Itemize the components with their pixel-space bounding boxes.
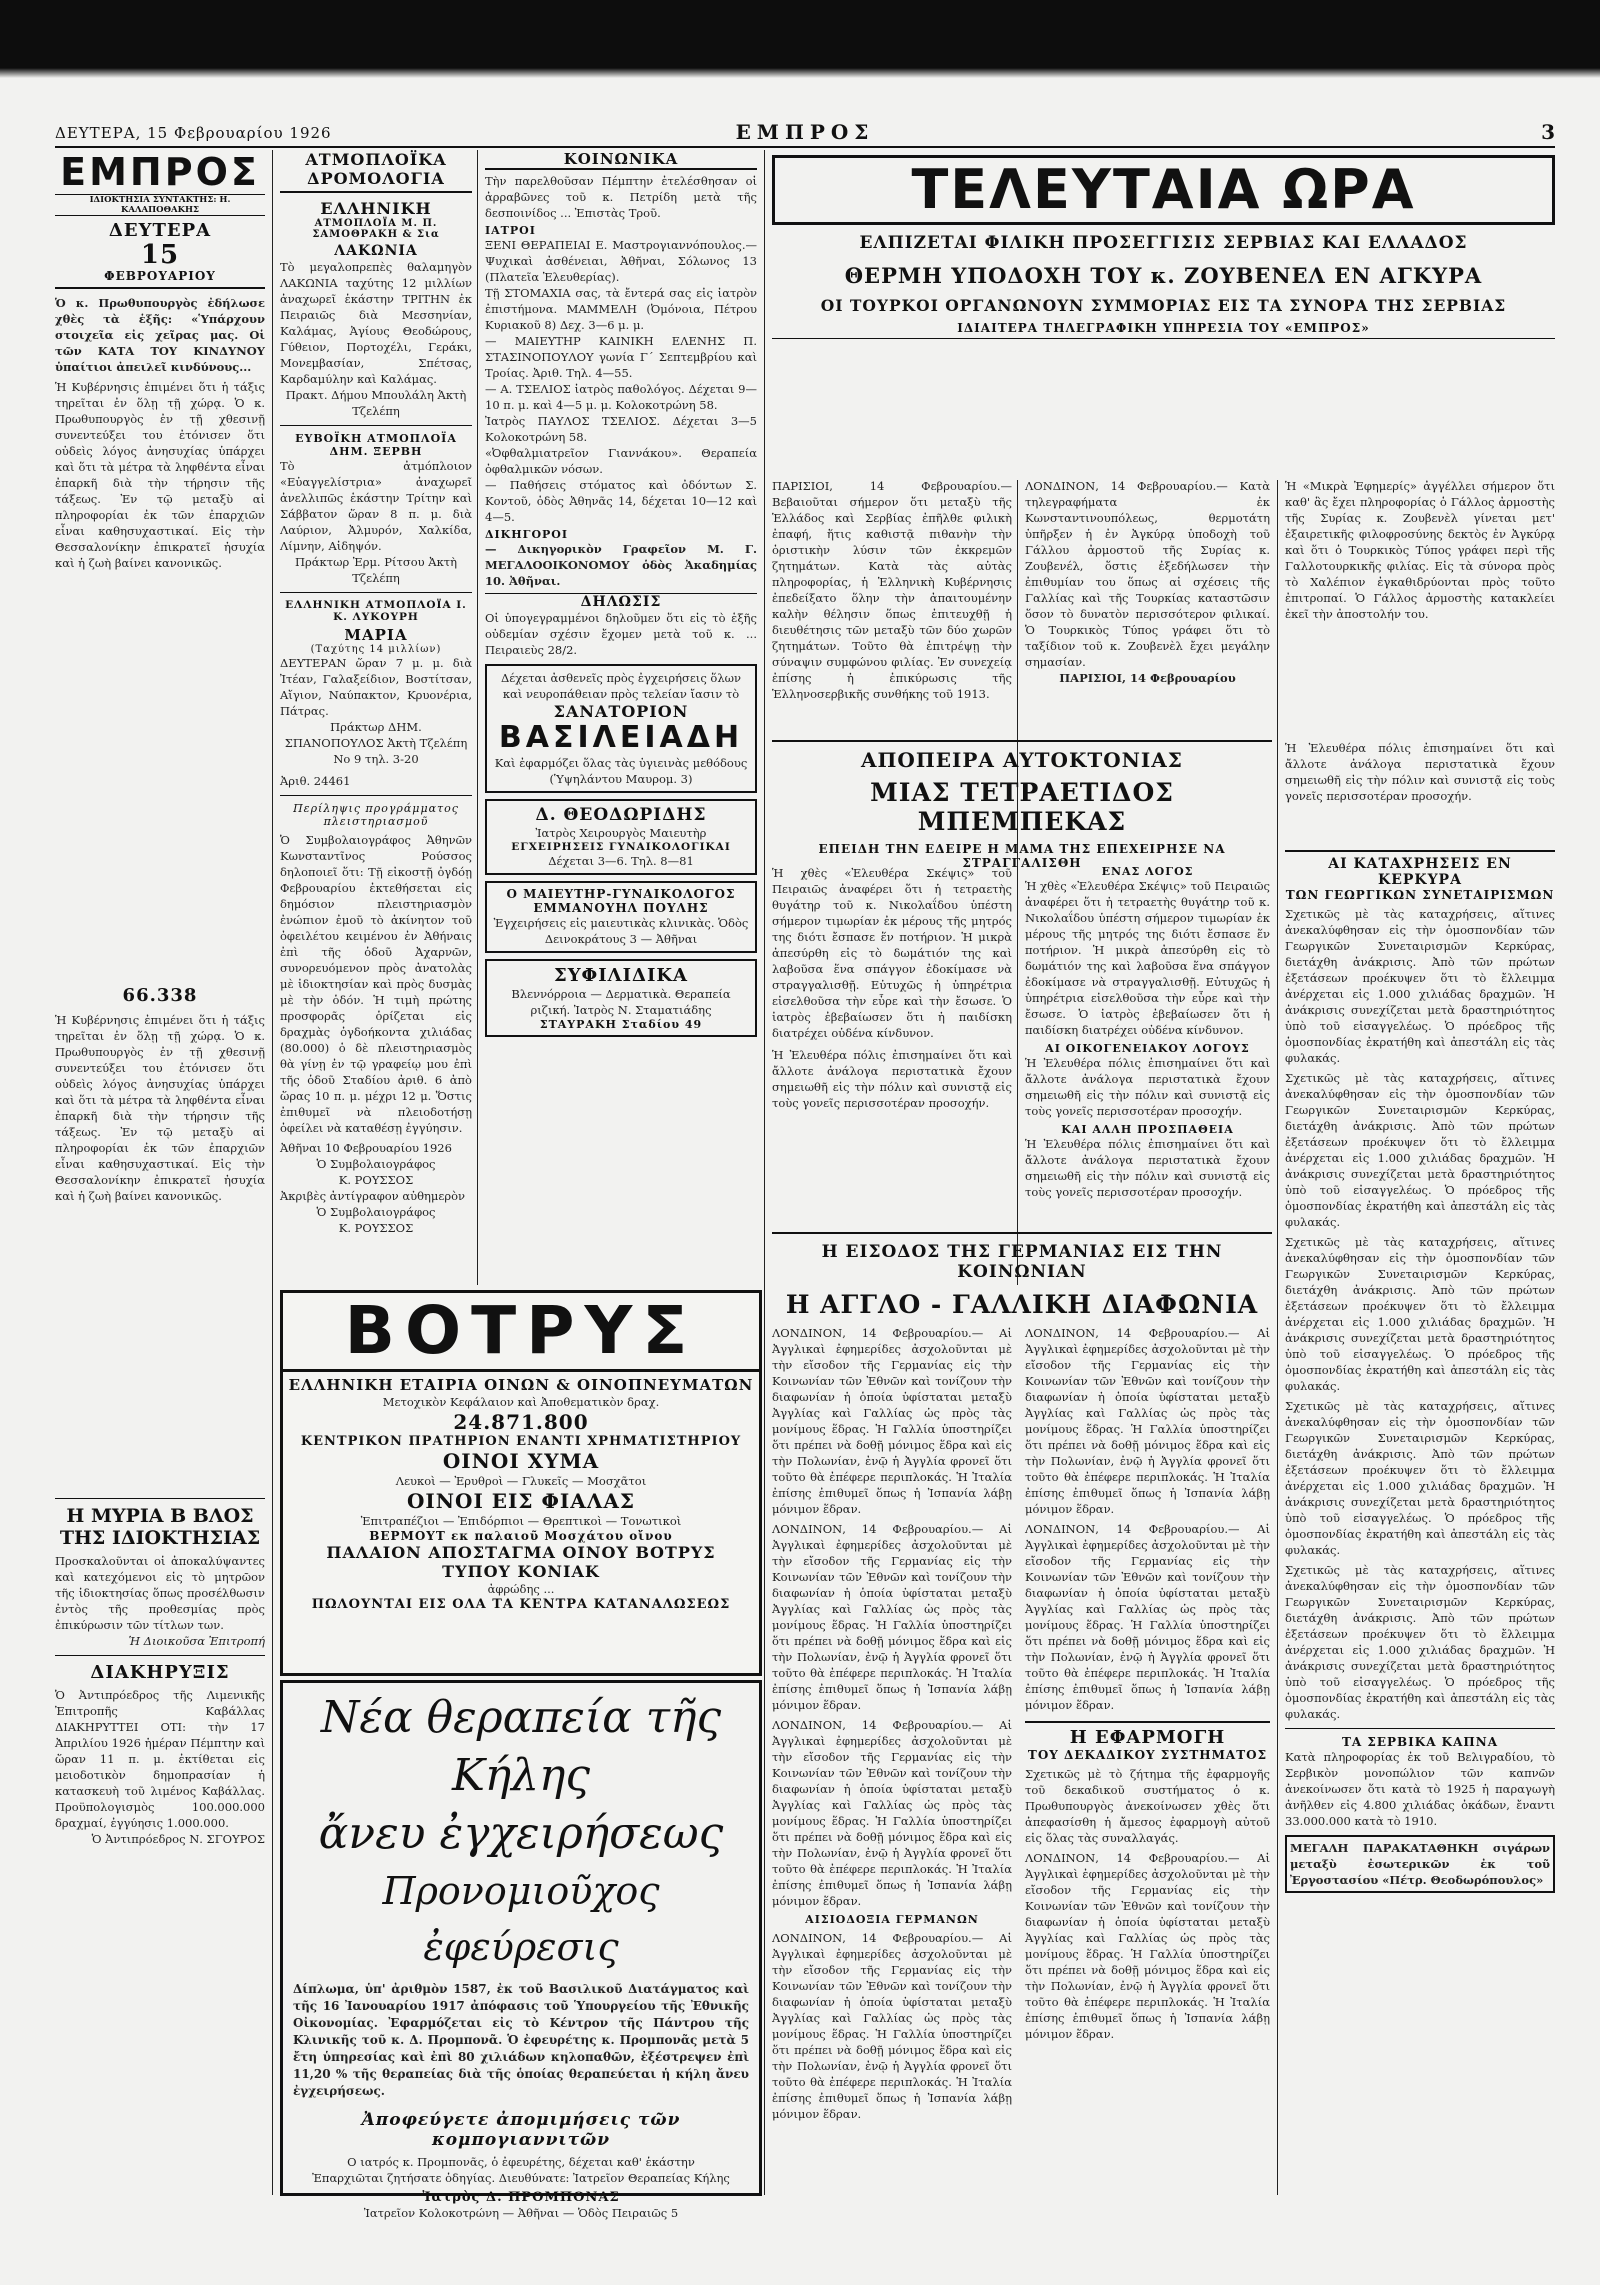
story-germany-body-c: ΛΟΝΔΙΝΟΝ, 14 Φεβρουαρίου.— Αἱ Ἀγγλικαὶ ἐφημερίδες ἀσχολοῦνται μὲ τὴν εἴσοδον τῆς Γερμανίας εἰς τὴν Κοινωνίαν τῶν Ἐθνῶν καὶ τονίζουν τὴν διαφωνίαν ἡ ὁποία ὑφίσταται μεταξὺ Ἀγγλίας καὶ Γαλλίας ὡς πρὸς τὰς μονίμους ἕδρας. Ἡ Γαλλία ὑποστηρίζει ὅτι πρέπει νὰ δοθῇ μόνιμος ἕδρα καὶ εἰς τὴν Πολωνίαν, ἐνῷ ἡ Ἀγγλία φρονεῖ ὅτι τοῦτο θὰ ἐπέφερε περιπλοκάς. Ἡ Ἰταλία ἐπίσης ἐπιθυμεῖ ὅπως ἡ Ἰσπανία λάβῃ μόνιμον ἕδραν. (772, 1718, 1012, 1908)
declaration-title: ΔΗΛΩΣΙΣ (485, 593, 757, 610)
story-germany-body-f: ΛΟΝΔΙΝΟΝ, 14 Φεβρουαρίου.— Αἱ Ἀγγλικαὶ ἐφημερίδες ἀσχολοῦνται μὲ τὴν εἴσοδον τῆς Γερμανίας εἰς τὴν Κοινωνίαν τῶν Ἐθνῶν καὶ τονίζουν τὴν διαφωνίαν ἡ ὁποία ὑφίσταται μεταξὺ Ἀγγλίας καὶ Γαλλίας ὡς πρὸς τὰς μονίμους ἕδρας. Ἡ Γαλλία ὑποστηρίζει ὅτι πρέπει νὰ δοθῇ μόνιμος ἕδρα καὶ εἰς τὴν Πολωνίαν, ἐνῷ ἡ Ἀγγλία φρονεῖ ὅτι τοῦτο θὰ ἐπέφερε περιπλοκάς. Ἡ Ἰταλία ἐπίσης ἐπιθυμεῖ ὅπως ἡ Ἰσπανία λάβῃ μόνιμον ἕδραν. (1025, 1522, 1270, 1712)
banner-title-box (772, 155, 1555, 225)
story-corfu-body: Σχετικῶς μὲ τὰς καταχρήσεις, αἵτινες ἀνεκαλύφθησαν εἰς τὴν ὁμοσπονδίαν τῶν Γεωργικῶν Συνεταιρισμῶν Κερκύρας, διετάχθη ἀνάκρισις. Ἀπὸ τῶν πρώτων ἐξετάσεων προέκυψεν ὅτι τὸ ἔλλειμμα ἀνέρχεται εἰς 1.000 χιλιάδας δραχμῶν. Ἡ ἀνάκρισις συνεχίζεται μετὰ δραστηριότητος ὑπὸ τοῦ εἰσαγγελέως. Ὁ πρόεδρος τῆς ὁμοσπονδίας ἐκρατήθη καὶ ἀπεστάλη εἰς τὰς φυλακάς. (1285, 907, 1555, 1065)
hernia-sign: Ἰατρὸς Δ. ΠΡΟΜΠΟΝΑΣ (422, 2190, 620, 2205)
story-germany-body-d: ΛΟΝΔΙΝΟΝ, 14 Φεβρουαρίου.— Αἱ Ἀγγλικαὶ ἐφημερίδες ἀσχολοῦνται μὲ τὴν εἴσοδον τῆς Γερμανίας εἰς τὴν Κοινωνίαν τῶν Ἐθνῶν καὶ τονίζουν τὴν διαφωνίαν ἡ ὁποία ὑφίσταται μεταξὺ Ἀγγλίας καὶ Γαλλίας ὡς πρὸς τὰς μονίμους ἕδρας. Ἡ Γαλλία ὑποστηρίζει ὅτι πρέπει νὰ δοθῇ μόνιμος ἕδρα καὶ εἰς τὴν Πολωνίαν, ἐνῷ ἡ Ἀγγλία φρονεῖ ὅτι τοῦτο θὰ ἐπέφερε περιπλοκάς. Ἡ Ἰταλία ἐπίσης ἐπιθυμεῖ ὅπως ἡ Ἰσπανία λάβῃ μόνιμον ἕδραν. (772, 1931, 1012, 2121)
auction-sign3: Ἀκριβὲς ἀντίγραφον αὐθημερὸν (280, 1189, 466, 1203)
story-corfu-body-b: Σχετικῶς μὲ τὰς καταχρήσεις, αἵτινες ἀνεκαλύφθησαν εἰς τὴν ὁμοσπονδίαν τῶν Γεωργικῶν Συνεταιρισμῶν Κερκύρας, διετάχθη ἀνάκρισις. Ἀπὸ τῶν πρώτων ἐξετάσεων προέκυψεν ὅτι τὸ ἔλλειμμα ἀνέρχεται εἰς 1.000 χιλιάδας δραχμῶν. Ἡ ἀνάκρισις συνεχίζεται μετὰ δραστηριότητος ὑπὸ τοῦ εἰσαγγελέως. Ὁ πρόεδρος τῆς ὁμοσπονδίας ἐκρατήθη καὶ ἀπεστάλη εἰς τὰς φυλακάς. (1285, 1071, 1555, 1229)
botrys-l9: ΒΕΡΜΟΥΤ εκ παλαιοῦ Μοσχάτου οἴνου (369, 1529, 673, 1543)
story-suicide-sub4: ΚΑΙ ΑΛΛΗ ΠΡΟΣΠΑΘΕΙΑ (1061, 1123, 1234, 1136)
story-germany-body: ΛΟΝΔΙΝΟΝ, 14 Φεβρουαρίου.— Αἱ Ἀγγλικαὶ ἐφημερίδες ἀσχολοῦνται μὲ τὴν εἴσοδον τῆς Γερμανίας εἰς τὴν Κοινωνίαν τῶν Ἐθνῶν καὶ τονίζουν τὴν διαφωνίαν ἡ ὁποία ὑφίσταται μεταξὺ Ἀγγλίας καὶ Γαλλίας ὡς πρὸς τὰς μονίμους ἕδρας. Ἡ Γαλλία ὑποστηρίζει ὅτι πρέπει νὰ δοθῇ μόνιμος ἕδρα καὶ εἰς τὴν Πολωνίαν, ἐνῷ ἡ Ἀγγλία φρονεῖ ὅτι τοῦτο θὰ ἐπέφερε περιπλοκάς. Ἡ Ἰταλία ἐπίσης ἐπιθυμεῖ ὅπως ἡ Ἰσπανία λάβῃ μόνιμον ἕδραν. (772, 1326, 1012, 1516)
decimal-sub: ΤΟΥ ΔΕΚΑΔΙΚΟΥ ΣΥΣΤΗΜΑΤΟΣ (1027, 1748, 1268, 1762)
story-suicide-head (772, 740, 1272, 870)
ship3-name: ΜΑΡΙΑ (344, 626, 408, 644)
poulis-l3: Ἐγχειρήσεις εἰς μαιευτικὰς κλινικὰς. Ὁδὸς Δεινοκράτους 3 — Ἀθῆναι (493, 916, 749, 946)
shipping-sub1b: ΑΤΜΟΠΛΟΪΑ Μ. Π. ΣΑΜΟΘΡΑΚΗ & Σια (312, 218, 440, 240)
auction-body: Ὁ Συμβολαιογράφος Ἀθηνῶν Κωνσταντῖνος Ρούσσος δηλοποιεῖ ὅτι: Τῇ εἰκοστῇ ὀγδόῃ Φεβρουαρίου ἐκτεθήσεται εἰς δημόσιον πλειστηριασμὸν ἐνώπιον ἐμοῦ τὸ ἀκίνητον τοῦ ὀφειλέτου κειμένου ἐν Ἀθήναις ἐπὶ τῆς ὁδοῦ Ἀχαρνῶν, συνορευόμενον πρὸς ἀνατολὰς μὲ ἰδιοκτησίαν καὶ πρὸς δυσμὰς μὲ τὴν ὁδόν. Ἡ τιμὴ πρώτης προσφορᾶς ὁρίζεται εἰς δραχμὰς ὀγδοήκοντα χιλιάδας (80.000) ὁ δὲ πλειστηριασμὸς θὰ γίνῃ ἐν τῷ γραφείῳ μου ἐπὶ τῆς ὁδοῦ Σταδίου ἀριθ. 6 ἀπὸ ὥρας 10 π. μ. μέχρι 12 μ. Ὅστις ἐπιθυμεῖ νὰ πλειοδοτήσῃ ὀφείλει νὰ καταθέσῃ ἐγγύησιν. (280, 833, 472, 1135)
syphilis-title: ΣΥΦΙΛΙΔΙΚΑ (553, 965, 689, 986)
running-head (55, 120, 1555, 148)
hernia-l3: Προνομιοῦχος ἐφεύρεσις (382, 1869, 660, 1969)
column-rule (1017, 480, 1018, 1285)
story-suicide-sub3: ΑΙ ΟΙΚΟΓΕΝΕΙΑΚΟΥ ΛΟΓΟΥΣ (1045, 1042, 1250, 1055)
story-germany-title2: Η ΑΓΓΛΟ - ΓΑΛΛΙΚΗ ΔΙΑΦΩΝΙΑ (785, 1290, 1259, 1319)
sanatorium-ad (485, 664, 757, 793)
story-corfu (1285, 740, 1555, 2195)
lead-body-continued: Ἡ Κυβέρνησις ἐπιμένει ὅτι ἡ τάξις τηρεῖται ἐν ὅλῃ τῇ χώρᾳ. Ὁ κ. Πρωθυπουργὸς ἐν τῇ χθεσινῇ συνεντεύξει του ἐτόνισεν ὅτι οὐδεὶς λόγος ἀνησυχίας ὑπάρχει καὶ ὅτι τὰ μέτρα τὰ ληφθέντα εἶναι ἐπαρκῆ διὰ τὴν τήρησιν τῆς τάξεως. Ἐν τῷ μεταξὺ αἱ πληροφορίαι ἐκ τῶν ἐπαρχιῶν εἶναι καθησυχαστικαί. Εἰς τὴν Θεσσαλονίκην ἐπικρατεῖ ἡσυχία καὶ ἡ ζωὴ βαίνει κανονικῶς. (55, 1013, 265, 1203)
hernia-l5: Ο ιατρός κ. Προμπονᾶς, ὁ ἐφευρέτης, δέχεται καθ' ἑκάστην (347, 2155, 695, 2169)
banner-col3: Ἡ «Μικρὰ Ἐφημερίς» ἀγγέλλει σήμερον ὅτι καθ' ἃς ἔχει πληροφορίας ὁ Γάλλος ἀρμοστὴς τῆς Συρίας κ. Ζουβενὲλ γίνεται μετ' ἐξαιρετικῆς φιλοφροσύνης δεκτὸς ἐν Ἀγκύρᾳ καὶ ὅτι ὁ Τουρκικὸς Τύπος γράφει περὶ τῆς Γαλλοτουρκικῆς φιλίας. Εἰς τὰ σύνορα πρὸς τὸ Χαλέπιον ἐγκαθιδρύονται πρὸς τοῦτο ἐπιτροπαί. Ὁ Γάλλος ἀρμοστὴς κατακλείει ἐκεῖ τὴν ἀποστολήν του. (1285, 479, 1555, 621)
highlight-number: 66.338 (122, 985, 198, 1006)
page-number: 3 (1541, 120, 1555, 144)
ship2-agent: Πράκτωρ Ἐρμ. Ρίτσου Ἀκτὴ Τζελέπη (294, 555, 458, 585)
auction-place: Ἀθῆναι 10 Φεβρουαρίου 1926 (280, 1141, 452, 1155)
banner-title: ΤΕΛΕΥΤΑΙΑ ΩΡΑ (911, 158, 1416, 221)
banner-col2-sign: ΠΑΡΙΣΙΟΙ, 14 Φεβρουαρίου (1059, 671, 1236, 685)
section-sign-property: Ἡ Διοικοῦσα Ἐπιτροπή (128, 1634, 265, 1648)
lead-body: Ἡ Κυβέρνησις ἐπιμένει ὅτι ἡ τάξις τηρεῖται ἐν ὅλῃ τῇ χώρᾳ. Ὁ κ. Πρωθυπουργὸς ἐν τῇ χθεσινῇ συνεντεύξει του ἐτόνισεν ὅτι οὐδεὶς λόγος ἀνησυχίας ὑπάρχει καὶ ὅτι τὰ μέτρα τὰ ληφθέντα εἶναι ἐπαρκῆ διὰ τὴν τήρησιν τῆς τάξεως. Ἐν τῷ μεταξὺ αἱ πληροφορίαι ἐκ τῶν ἐπαρχιῶν εἶναι καθησυχαστικαί. Εἰς τὴν Θεσσαλονίκην ἐπικρατεῖ ἡσυχία καὶ ἡ ζωὴ βαίνει κανονικῶς. (55, 380, 265, 570)
column-rule (1277, 480, 1278, 2195)
column-3 (485, 150, 757, 1275)
theodoridis-l1: Ἰατρὸς Χειρουργὸς Μαιευτὴρ (535, 826, 707, 840)
hernia-addr: Ἰατρεῖον Κολοκοτρώνη — Ἀθῆναι — Ὁδὸς Πειραιῶς 5 (363, 2206, 679, 2220)
story-suicide-body-d: Ἡ Ἐλευθέρα πόλις ἐπισημαίνει ὅτι καὶ ἄλλοτε ἀνάλογα περιστατικὰ ἔχουν σημειωθῆ εἰς τὴν πόλιν καὶ συνιστᾷ εἰς τοὺς γονεῖς περισσοτέραν προσοχήν. (1025, 1137, 1270, 1199)
doctor-7: — Παθήσεις στόματος καὶ ὀδόντων Σ. Κοντοῦ, ὁδὸς Ἀθηνᾶς 14, δέχεται 10—12 καὶ 4—5. (485, 478, 757, 524)
story-germany-sign: ΑΙΣΙΟΔΟΞΙΑ ΓΕΡΜΑΝΩΝ (805, 1913, 979, 1926)
social-title: ΚΟΙΝΩΝΙΚΑ (485, 150, 757, 170)
decimal-title: Η ΕΦΑΡΜΟΓΗ (1025, 1721, 1270, 1748)
divider (280, 592, 472, 593)
auction-sign4: Ὁ Συμβολαιογράφος (316, 1205, 436, 1219)
theodoridis-l2: ΕΓΧΕΙΡΗΣΕΙΣ ΓΥΝΑΙΚΟΛΟΓΙΚΑΙ (511, 841, 731, 853)
banner-story (772, 155, 1555, 475)
serbian-tobacco-body: Κατὰ πληροφορίας ἐκ τοῦ Βελιγραδίου, τὸ Σερβικὸν μονοπώλιον τῶν καπνῶν ἀνεκοίνωσεν ὅτι κατὰ τὸ 1925 ἡ παραγωγὴ ἀνῆλθεν εἰς 4.800 χιλιάδας ὀκάδων, ἔναντι 33.000.000 κατὰ τὸ 1910. (1285, 1750, 1555, 1828)
declaration-body: Οἱ ὑπογεγραμμένοι δηλοῦμεν ὅτι εἰς τὸ ἑξῆς οὐδεμίαν σχέσιν ἔχομεν μετὰ τοῦ κ. ... Πειραιεὺς 28/2. (485, 611, 757, 657)
issue-date: ΔΕΥΤΕΡΑ, 15 Φεβρουαρίου 1926 (55, 124, 332, 142)
botrys-l1: ΕΛΛΗΝΙΚΗ ΕΤΑΙΡΙΑ ΟΙΝΩΝ & ΟΙΝΟΠΝΕΥΜΑΤΩΝ (288, 1376, 754, 1394)
story-suicide-body: Ἡ χθὲς «Ἐλευθέρα Σκέψις» τοῦ Πειραιῶς ἀναφέρει ὅτι ἡ τετραετὴς θυγάτηρ τοῦ κ. Νικολαΐδου ὑπέστη σήμερον τιμωρίαν ἐκ μέρους τῆς μητρός της διότι ἔσπασε ἕν ποτήριον. Ἡ μικρὰ ἀπεσύρθη εἰς τὸ δωμάτιόν της καὶ λαβοῦσα ἕνα σπάγγον ἐδοκίμασε νὰ στραγγαλισθῇ. Εὐτυχῶς ἡ ὑπηρέτρια εἰσελθοῦσα τὴν εὗρε καὶ τὴν ἔσωσε. Ὁ ἰατρὸς ἐβεβαίωσεν ὅτι ἡ παιδίσκη διατρέχει οὐδένα κίνδυνον. (772, 866, 1012, 1040)
poulis-ad (485, 881, 757, 953)
ship1-name: ΛΑΚΩΝΙΑ (334, 243, 418, 259)
divider (1285, 1728, 1555, 1729)
botrys-ad (280, 1290, 762, 1676)
lawyer-1: — Δικηγορικὸν Γραφεῖον Μ. Γ. ΜΕΓΑΛΟΟΙΚΟΝΟΜΟΥ ὁδὸς Ἀκαδημίας 10. Ἀθῆναι. (485, 542, 757, 588)
section-body-property: Προσκαλοῦνται οἱ ἀποκαλύψαντες καὶ κατεχόμενοι εἰς τὸ μητρῶον τῆς ἰδιοκτησίας ὅπως προσέλθωσιν ἐντὸς τῆς προθεσμίας πρὸς ἐπικύρωσιν τῶν τίτλων των. (55, 1554, 265, 1632)
shipping-sub3: ΕΛΛΗΝΙΚΗ ΑΤΜΟΠΛΟΪΑ Ι. Κ. ΛΥΚΟΥΡΗ (285, 599, 467, 623)
shipping-sub1: ΕΛΛΗΝΙΚΗ (320, 199, 432, 218)
story-germany-body-b: ΛΟΝΔΙΝΟΝ, 14 Φεβρουαρίου.— Αἱ Ἀγγλικαὶ ἐφημερίδες ἀσχολοῦνται μὲ τὴν εἴσοδον τῆς Γερμανίας εἰς τὴν Κοινωνίαν τῶν Ἐθνῶν καὶ τονίζουν τὴν διαφωνίαν ἡ ὁποία ὑφίσταται μεταξὺ Ἀγγλίας καὶ Γαλλίας ὡς πρὸς τὰς μονίμους ἕδρας. Ἡ Γαλλία ὑποστηρίζει ὅτι πρέπει νὰ δοθῇ μόνιμος ἕδρα καὶ εἰς τὴν Πολωνίαν, ἐνῷ ἡ Ἀγγλία φρονεῖ ὅτι τοῦτο θὰ ἐπέφερε περιπλοκάς. Ἡ Ἰταλία ἐπίσης ἐπιθυμεῖ ὅπως ἡ Ἰσπανία λάβῃ μόνιμον ἕδραν. (772, 1522, 1012, 1712)
story-suicide-col1 (772, 865, 1012, 1225)
theodoridis-l3: Δέχεται 3—6. Τηλ. 8—81 (548, 854, 694, 868)
doctor-2: Τῇ ΣΤΟΜΑΧΙΑ σας, τὰ ἔντερά σας εἰς ἰατρὸν ἐπιστήμονα. ΜΑΜΜΕΛΗ (Ὀμόνοια, Πέτρου Κυριακοῦ 8) Δεχ. 3—6 μ. μ. (485, 286, 757, 332)
sanatorium-name1: ΣΑΝΑΤΟΡΙΟΝ (553, 702, 689, 721)
banner-col2-text: ΛΟΝΔΙΝΟΝ, 14 Φεβρουαρίου.— Κατὰ τηλεγραφήματα ἐκ Κωνσταντινουπόλεως, θερμοτάτη ὑπῆρξεν ἡ ἐν Ἀγκύρᾳ ὑποδοχὴ τοῦ Γάλλου ἀρμοστοῦ τῆς Συρίας κ. Ζουβενέλ, ὅστις ἐξεδήλωσεν τὴν ἐπιθυμίαν του ὅπως αἱ σχέσεις τῆς Γαλλίας καὶ τῆς Τουρκίας καταστῶσιν ὅσον τὸ δυνατὸν περισσότερον φιλικαί. Ὁ Τουρκικὸς Τύπος γράφει ὅτι τὸ ταξίδιον τοῦ κ. Ζουβενὲλ ἔχει μεγάλην σημασίαν. (1025, 479, 1270, 669)
sanatorium-tail: Καὶ ἐφαρμόζει ὅλας τὰς ὑγιεινὰς μεθόδους (Ὑψηλάντου Μαυρομ. 3) (494, 756, 748, 786)
syphilis-ad (485, 959, 757, 1037)
botrys-l7: ΟΙΝΟΙ ΕΙΣ ΦΙΑΛΑΣ (407, 1489, 635, 1513)
theodoridis-name: Δ. ΘΕΟΔΩΡΙΔΗΣ (535, 805, 707, 825)
day-name: ΔΕΥΤΕΡΑ (108, 220, 212, 241)
doctor-3: — ΜΑΙΕΥΤΗΡ ΚΑΙΝΙΚΗ ΕΛΕΝΗΣ Π. ΣΤΑΣΙΝΟΠΟΥΛΟΥ γωνία Γ΄ Σεπτεμβρίου καὶ Τροίας. Ἀριθ. Τηλ. 4—55. (485, 334, 757, 380)
tobacco-ad: ΜΕΓΑΛΗ ΠΑΡΑΚΑΤΑΘΗΚΗ σιγάρων μεταξὺ ἐσωτερικῶν ἐκ τοῦ Ἐργοστασίου «Πέτρ. Θεοδωρόπουλος» (1285, 1835, 1555, 1893)
month-name: ΦΕΒΡΟΥΑΡΙΟΥ (104, 269, 216, 283)
story-corfu-body-d: Σχετικῶς μὲ τὰς καταχρήσεις, αἵτινες ἀνεκαλύφθησαν εἰς τὴν ὁμοσπονδίαν τῶν Γεωργικῶν Συνεταιρισμῶν Κερκύρας, διετάχθη ἀνάκρισις. Ἀπὸ τῶν πρώτων ἐξετάσεων προέκυψεν ὅτι τὸ ἔλλειμμα ἀνέρχεται εἰς 1.000 χιλιάδας δραχμῶν. Ἡ ἀνάκρισις συνεχίζεται μετὰ δραστηριότητος ὑπὸ τοῦ εἰσαγγελέως. Ὁ πρόεδρος τῆς ὁμοσπονδίας ἐκρατήθη καὶ ἀπεστάλη εἰς τὰς φυλακάς. (1285, 1399, 1555, 1557)
botrys-l12: ἀφρώδης ... (487, 1582, 555, 1596)
notice-code: Ἀριθ. 24461 (280, 774, 351, 788)
section-title-declaration: ΔΙΑΚΗΡΥΞΙΣ (90, 1662, 230, 1683)
poulis-l2: ΕΜΜΑΝΟΥΗΛ ΠΟΥΛΗΣ (533, 901, 709, 915)
shipping-sub2: ΕΥΒΟΪΚΗ ΑΤΜΟΠΛΟΪΑ ΔΗΜ. ΞΕΡΒΗ (295, 432, 457, 458)
hernia-l4: Ἀποφεύγετε ἀπομιμήσεις τῶν κομπογιαννιτῶν (361, 2110, 681, 2150)
divider (280, 795, 472, 796)
auction-sign5: Κ. ΡΟΥΣΣΟΣ (338, 1221, 414, 1235)
doctor-4: — Α. ΤΣΕΛΙΟΣ ἰατρὸς παθολόγος. Δέχεται 9—10 π. μ. καὶ 4—5 μ. μ. Κολοκοτρώνη 58. (485, 382, 757, 412)
scan-top-band (0, 0, 1600, 70)
divider (55, 1655, 265, 1656)
story-corfu-title: ΑΙ ΚΑΤΑΧΡΗΣΕΙΣ ΕΝ ΚΕΡΚΥΡΑ (1285, 850, 1555, 888)
decimal-body-b: ΛΟΝΔΙΝΟΝ, 14 Φεβρουαρίου.— Αἱ Ἀγγλικαὶ ἐφημερίδες ἀσχολοῦνται μὲ τὴν εἴσοδον τῆς Γερμανίας εἰς τὴν Κοινωνίαν τῶν Ἐθνῶν καὶ τονίζουν τὴν διαφωνίαν ἡ ὁποία ὑφίσταται μεταξὺ Ἀγγλίας καὶ Γαλλίας ὡς πρὸς τὰς μονίμους ἕδρας. Ἡ Γαλλία ὑποστηρίζει ὅτι πρέπει νὰ δοθῇ μόνιμος ἕδρα καὶ εἰς τὴν Πολωνίαν, ἐνῷ ἡ Ἀγγλία φρονεῖ ὅτι τοῦτο θὰ ἐπέφερε περιπλοκάς. Ἡ Ἰταλία ἐπίσης ἐπιθυμεῖ ὅπως ἡ Ἰσπανία λάβῃ μόνιμον ἕδραν. (1025, 1851, 1270, 2041)
day-number: 15 (140, 240, 180, 270)
banner-h3: ΟΙ ΤΟΥΡΚΟΙ ΟΡΓΑΝΩΝΟΥΝ ΣΥΜΜΟΡΙΑΣ ΕΙΣ ΤΑ ΣΥΝΟΡΑ ΤΗΣ ΣΕΡΒΙΑΣ (820, 296, 1507, 315)
botrys-l4: ΚΕΝΤΡΙΚΟΝ ΠΡΑΤΗΡΙΟΝ ΕΝΑΝΤΙ ΧΡΗΜΑΤΙΣΤΗΡΙΟΥ (300, 1434, 742, 1449)
story-suicide-sub: ΜΙΑΣ ΤΕΤΡΑΕΤΙΔΟΣ ΜΠΕΜΠΕΚΑΣ (870, 778, 1174, 836)
theodoridis-ad (485, 799, 757, 875)
doctor-1: ΞΕΝΙ ΘΕΡΑΠΕΙΑΙ Ε. Μαστρογιαννόπουλος.— Ψυχικαὶ ἀσθένειαι, Ἀθῆναι, Σόλωνος 13 (Πλατεῖα Ἐλευθερίας). (485, 238, 757, 284)
story-corfu-lead: Ἡ Ἐλευθέρα πόλις ἐπισημαίνει ὅτι καὶ ἄλλοτε ἀνάλογα περιστατικὰ ἔχουν σημειωθῆ εἰς τὴν πόλιν καὶ συνιστᾷ εἰς τοὺς γονεῖς περισσοτέραν προσοχήν. (1285, 741, 1555, 803)
lawyers-title: ΔΙΚΗΓΟΡΟΙ (485, 528, 569, 541)
banner-h2: ΘΕΡΜΗ ΥΠΟΔΟΧΗ ΤΟΥ κ. ΖΟΥΒΕΝΕΛ ΕΝ ΑΓΚΥΡΑ (844, 263, 1483, 288)
story-corfu-body-e: Σχετικῶς μὲ τὰς καταχρήσεις, αἵτινες ἀνεκαλύφθησαν εἰς τὴν ὁμοσπονδίαν τῶν Γεωργικῶν Συνεταιρισμῶν Κερκύρας, διετάχθη ἀνάκρισις. Ἀπὸ τῶν πρώτων ἐξετάσεων προέκυψεν ὅτι τὸ ἔλλειμμα ἀνέρχεται εἰς 1.000 χιλιάδας δραχμῶν. Ἡ ἀνάκρισις συνεχίζεται μετὰ δραστηριότητος ὑπὸ τοῦ εἰσαγγελέως. Ὁ πρόεδρος τῆς ὁμοσπονδίας ἐκρατήθη καὶ ἀπεστάλη εἰς τὰς φυλακάς. (1285, 1563, 1555, 1721)
column-2 (280, 150, 472, 1275)
column-rule (272, 150, 273, 2195)
section-sign-declaration: Ὁ Ἀντιπρόεδρος Ν. ΣΓΟΥΡΟΣ (91, 1832, 265, 1846)
story-germany-title1: Η ΕΙΣΟΔΟΣ ΤΗΣ ΓΕΡΜΑΝΙΑΣ ΕΙΣ ΤΗΝ ΚΟΙΝΩΝΙΑΝ (821, 1242, 1223, 1282)
section-body-declaration: Ὁ Ἀντιπρόεδρος τῆς Λιμενικῆς Ἐπιτροπῆς Καβάλλας ΔΙΑΚΗΡΥΤΤΕΙ ΟΤΙ: τὴν 17 Ἀπριλίου 1926 ἡμέραν Πέμπτην καὶ ὥραν 11 π. μ. ἐκτίθεται εἰς μειοδοτικὸν δημοπρασίαν ἡ κατασκευὴ τοῦ λιμένος Καβάλλας. Προϋπολογισμὸς 100.000.000 δραχμαί, ἐγγύησις 1.000.000. (55, 1688, 265, 1830)
hernia-l2: ἄνευ ἐγχειρήσεως (318, 1808, 724, 1859)
auction-sign1: Ὁ Συμβολαιογράφος (316, 1157, 436, 1171)
botrys-l6: Λευκοὶ — Ἐρυθροὶ — Γλυκεῖς — Μοσχᾶτοι (395, 1474, 647, 1488)
story-suicide-title: ΑΠΟΠΕΙΡΑ ΑΥΤΟΚΤΟΝΙΑΣ (861, 748, 1183, 772)
ship1-agent: Πρακτ. Δήμου Μπουλάλη Ἀκτὴ Τζελέπη (285, 388, 467, 418)
ship3-agent: Πράκτωρ ΔΗΜ. ΣΠΑΝΟΠΟΥΛΟΣ Ἀκτὴ Τζελέπη Νο 9 τηλ. 3-20 (284, 720, 468, 766)
story-germany-head (772, 1232, 1272, 1324)
social-p1: Τὴν παρελθοῦσαν Πέμπτην ἐτελέσθησαν οἱ ἀρραβῶνες τοῦ κ. Πετρίδη μετὰ τῆς δεσποινίδος ... Ἐπιστὰς Τροῦ. (485, 174, 757, 220)
serbian-tobacco-title: ΤΑ ΣΕΡΒΙΚΑ ΚΑΠΝΑ (1341, 1735, 1499, 1749)
shipping-title: ΑΤΜΟΠΛΟΪΚΑ ΔΡΟΜΟΛΟΓΙΑ (280, 150, 472, 193)
banner-col1: ΠΑΡΙΣΙΟΙ, 14 Φεβρουαρίου.— Βεβαιοῦται σήμερον ὅτι μεταξὺ τῆς Ἑλλάδος καὶ Σερβίας ἐπῆλθε φιλικὴ ἐπαφή, ἥτις καθιστᾷ πιθανὴν τὴν ὁριστικὴν λύσιν τῶν ἐκκρεμῶν ζητημάτων. Κατὰ τὰς αὐτὰς πληροφορίας, ἡ Ἑλληνικὴ Κυβέρνησις ἐπεδείξατο ὅλην τὴν ἀπαιτουμένην καλὴν θέλησιν ὅπως ἐπιτευχθῇ ἡ διευθέτησις τῶν μεταξὺ τῶν δύο χωρῶν ζητημάτων. Τοῦτο θὰ ἐπιτρέψῃ τὴν σύναψιν συμφώνου φιλίας. Ἐν συνεχείᾳ ἐπίσης ἡ ἐπικύρωσις τῆς Ἑλληνοσερβικῆς συνθήκης τοῦ 1913. (772, 479, 1012, 701)
column-1 (55, 150, 265, 2195)
banner-h4: ΙΔΙΑΙΤΕΡΑ ΤΗΛΕΓΡΑΦΙΚΗ ΥΠΗΡΕΣΙΑ ΤΟΥ «ΕΜΠΡΟΣ» (772, 321, 1555, 339)
hernia-ad (280, 1680, 762, 2220)
story-suicide-col2 (1025, 865, 1270, 1225)
column-rule (764, 150, 765, 2195)
ship1-text: Τὸ μεγαλοπρεπὲς θαλαμηγὸν ΛΑΚΩΝΙΑ ταχύτης 12 μιλλίων ἀναχωρεῖ ἑκάστην ΤΡΙΤΗΝ ἐκ Πειραιῶς διὰ Μεσσηνίαν, Καλάμας, Ἀγίους Θεοδώρους, Γύθειον, Πορτοχέλι, Γεράκι, Μονεμβασίαν, Σπέτσας, Καρδαμύλην καὶ Καλάμας. (280, 260, 472, 386)
editor-line: ΙΔΙΟΚΤΗΣΙΑ ΣΥΝΤΑΚΤΗΣ: Η. ΚΑΛΑΠΟΘΑΚΗΣ (55, 194, 265, 216)
botrys-l5: ΟΙΝΟΙ ΧΥΜΑ (442, 1449, 600, 1473)
botrys-l13: ΠΩΛΟΥΝΤΑΙ ΕΙΣ ΟΛΑ ΤΑ ΚΕΝΤΡΑ ΚΑΤΑΝΑΛΩΣΕΩΣ (311, 1597, 731, 1612)
doctor-6: «Ὀφθαλμιατρεῖον Γιαννάκου». Θεραπεία ὀφθαλμικῶν νόσων. (485, 446, 757, 476)
story-suicide-body-c: Ἡ Ἐλευθέρα πόλις ἐπισημαίνει ὅτι καὶ ἄλλοτε ἀνάλογα περιστατικὰ ἔχουν σημειωθῆ εἰς τὴν πόλιν καὶ συνιστᾷ εἰς τοὺς γονεῖς περισσοτέραν προσοχήν. (1025, 1056, 1270, 1118)
auction-sign2: Κ. ΡΟΥΣΣΟΣ (338, 1173, 414, 1187)
banner-col2 (1025, 478, 1270, 733)
story-suicide-deck: ΕΠΕΙΔΗ ΤΗΝ ΕΔΕΙΡΕ Η ΜΑΜΑ ΤΗΣ ΕΠΕΧΕΙΡΗΣΕ ΝΑ ΣΤΡΑΓΓΑΛΙΣΘΗ (818, 842, 1226, 870)
story-germany-col1 (772, 1325, 1012, 2195)
hernia-l1: Νέα θεραπεία τῆς Κήλης (320, 1692, 722, 1801)
story-suicide-body-b: Ἡ χθὲς «Ἐλευθέρα Σκέψις» τοῦ Πειραιῶς ἀναφέρει ὅτι ἡ τετραετὴς θυγάτηρ τοῦ κ. Νικολαΐδου ὑπέστη σήμερον τιμωρίαν ἐκ μέρους τῆς μητρός της διότι ἔσπασε ἕν ποτήριον. Ἡ μικρὰ ἀπεσύρθη εἰς τὸ δωμάτιόν της καὶ λαβοῦσα ἕνα σπάγγον ἐδοκίμασε νὰ στραγγαλισθῇ. Εὐτυχῶς ἡ ὑπηρέτρια εἰσελθοῦσα τὴν εὗρε καὶ τὴν ἔσωσε. Ὁ ἰατρὸς ἐβεβαίωσεν ὅτι ἡ παιδίσκη διατρέχει οὐδένα κίνδυνον. (1025, 879, 1270, 1037)
botrys-l11: ΤΥΠΟΥ ΚΟΝΙΑΚ (442, 1562, 600, 1581)
ship3-speed: (Ταχύτης 14 μιλλίων) (310, 644, 442, 655)
masthead: ΕΜΠΡΟΣ (60, 150, 260, 194)
masthead-box (55, 150, 265, 289)
story-germany-body-e: ΛΟΝΔΙΝΟΝ, 14 Φεβρουαρίου.— Αἱ Ἀγγλικαὶ ἐφημερίδες ἀσχολοῦνται μὲ τὴν εἴσοδον τῆς Γερμανίας εἰς τὴν Κοινωνίαν τῶν Ἐθνῶν καὶ τονίζουν τὴν διαφωνίαν ἡ ὁποία ὑφίσταται μεταξὺ Ἀγγλίας καὶ Γαλλίας ὡς πρὸς τὰς μονίμους ἕδρας. Ἡ Γαλλία ὑποστηρίζει ὅτι πρέπει νὰ δοθῇ μόνιμος ἕδρα καὶ εἰς τὴν Πολωνίαν, ἐνῷ ἡ Ἀγγλία φρονεῖ ὅτι τοῦτο θὰ ἐπέφερε περιπλοκάς. Ἡ Ἰταλία ἐπίσης ἐπιθυμεῖ ὅπως ἡ Ἰσπανία λάβῃ μόνιμον ἕδραν. (1025, 1326, 1270, 1516)
sanatorium-name2: ΒΑΣΙΛΕΙΑΔΗ (498, 720, 744, 755)
auction-title: Περίληψις προγράμματος πλειστηριασμοῦ (293, 802, 459, 828)
doctor-5: Ἰατρὸς ΠΑΥΛΟΣ ΤΣΕΛΙΟΣ. Δέχεται 3—5 Κολοκοτρώνη 58. (485, 414, 757, 444)
story-suicide-body2: Ἡ Ἐλευθέρα πόλις ἐπισημαίνει ὅτι καὶ ἄλλοτε ἀνάλογα περιστατικὰ ἔχουν σημειωθῆ εἰς τὴν πόλιν καὶ συνιστᾷ εἰς τοὺς γονεῖς περισσοτέραν προσοχήν. (772, 1048, 1012, 1110)
doctors-title: ΙΑΤΡΟΙ (485, 224, 536, 237)
story-suicide-sub2: ΕΝΑΣ ΛΟΓΟΣ (1101, 865, 1194, 878)
sanatorium-intro: Δέχεται ἀσθενεῖς πρὸς ἐγχειρήσεις ὅλων καὶ νευροπάθειαν πρὸς τελείαν ἴασιν τὸ (501, 671, 741, 701)
section-title-property: Η ΜΥΡΙΑ Β ΒΛΟΣ ΤΗΣ ΙΔΙΟΚΤΗΣΙΑΣ (59, 1505, 261, 1549)
hernia-body: Δίπλωμα, ὑπ' ἀριθμὸν 1587, ἐκ τοῦ Βασιλικοῦ Διατάγματος καὶ τῆς 16 Ἰανουαρίου 1917 ἀπόφασις τοῦ Ὑπουργείου τῆς Ἐθνικῆς Οἰκονομίας. Ἐφαρμόζεται εἰς τὸ Κέντρον τῆς Πάντρου τῆς Κλινικῆς τοῦ κ. Δ. Προμπονᾶ. Ὁ ἐφευρέτης κ. Προμπονᾶς μετὰ 5 ἔτη ὑπηρεσίας καὶ ἐπὶ 80 χιλιάδων κηλοπαθῶν, ἐξέστρεψεν ἐπὶ 11,20 % τῆς θεραπείας διὰ τῆς ὁποίας θεραπεύεται ἡ κήλη ἄνευ ἐγχειρήσεως. (293, 1982, 749, 2098)
botrys-l10: ΠΑΛΑΙΟΝ ΑΠΟΣΤΑΓΜΑ ΟΙΝΟΥ ΒΟΤΡΥΣ (326, 1543, 716, 1562)
divider (55, 1498, 265, 1499)
paper-name: ΕΜΠΡΟΣ (735, 120, 875, 144)
syphilis-sign: ΣΤΑΥΡΑΚΗ Σταδίου 49 (539, 1018, 703, 1031)
botrys-l3: 24.871.800 (453, 1410, 589, 1434)
divider (280, 425, 472, 426)
story-corfu-sub: ΤΩΝ ΓΕΩΡΓΙΚΩΝ ΣΥΝΕΤΑΙΡΙΣΜΩΝ (1285, 888, 1555, 902)
banner-h1: ΕΛΠΙΖΕΤΑΙ ΦΙΛΙΚΗ ΠΡΟΣΕΓΓΙΣΙΣ ΣΕΡΒΙΑΣ ΚΑΙ ΕΛΛΑΔΟΣ (859, 233, 1468, 253)
ship3-text: ΔΕΥΤΕΡΑΝ ὥραν 7 μ. μ. διὰ Ἰτέαν, Γαλαξείδιον, Βοστίτσαν, Αἴγιον, Ναύπακτον, Κρυονέρια, Πάτρας. (280, 656, 472, 718)
story-corfu-body-c: Σχετικῶς μὲ τὰς καταχρήσεις, αἵτινες ἀνεκαλύφθησαν εἰς τὴν ὁμοσπονδίαν τῶν Γεωργικῶν Συνεταιρισμῶν Κερκύρας, διετάχθη ἀνάκρισις. Ἀπὸ τῶν πρώτων ἐξετάσεων προέκυψεν ὅτι τὸ ἔλλειμμα ἀνέρχεται εἰς 1.000 χιλιάδας δραχμῶν. Ἡ ἀνάκρισις συνεχίζεται μετὰ δραστηριότητος ὑπὸ τοῦ εἰσαγγελέως. Ὁ πρόεδρος τῆς ὁμοσπονδίας ἐκρατήθη καὶ ἀπεστάλη εἰς τὰς φυλακάς. (1285, 1235, 1555, 1393)
botrys-title: ΒΟΤΡΥΣ (283, 1293, 759, 1372)
hernia-l6: Ἐπαρχιῶται ζητήσατε ὁδηγίας. Διευθύνατε: Ἰατρεῖον Θεραπείας Κήλης (312, 2171, 730, 2185)
story-germany-col2 (1025, 1325, 1270, 2195)
botrys-l8: Ἐπιτραπέζιοι — Ἐπιδόρπιοι — Θρεπτικοὶ — Τονωτικοὶ (360, 1514, 682, 1528)
botrys-l2: Μετοχικὸν Κεφάλαιον καὶ Ἀποθεματικὸν δραχ. (382, 1395, 660, 1409)
syphilis-body: Βλεννόρροια — Δερματικὰ. Θεραπεία ριζική. Ἰατρὸς Ν. Σταματιάδης (511, 987, 731, 1017)
poulis-l1: Ο ΜΑΙΕΥΤΗΡ-ΓΥΝΑΙΚΟΛΟΓΟΣ (506, 887, 736, 901)
decimal-body: Σχετικῶς μὲ τὸ ζήτημα τῆς ἐφαρμογῆς τοῦ δεκαδικοῦ συστήματος ὁ κ. Πρωθυπουργὸς ἀνεκοίνωσεν χθὲς ὅτι ἀπεφασίσθη ἡ ἄμεσος ἐφαρμογὴ αὐτοῦ εἰς ὅλας τὰς συναλλαγάς. (1025, 1767, 1270, 1845)
column-rule (477, 150, 478, 1285)
lead-paragraph: Ὁ κ. Πρωθυπουργὸς ἐδήλωσε χθὲς τὰ ἑξῆς: «Ὑπάρχουν στοιχεῖα εἰς χεῖρας μας. Οἱ τῶν ΚΑΤΑ ΤΟΥ ΚΙΝΔΥΝΟΥ ὑπαίτιοι ἀπειλεῖ κινδύνους... (55, 296, 265, 374)
ship2-text: Τὸ ἀτμόπλοιον «Εὐαγγελίστρια» ἀναχωρεῖ ἀνελλιπῶς ἑκάστην Τρίτην καὶ Σάββατον ὥραν 8 π. μ. διὰ Λαύριον, Ἀλμυρόν, Χαλκίδα, Λίμνην, Αἰδηψόν. (280, 459, 472, 553)
